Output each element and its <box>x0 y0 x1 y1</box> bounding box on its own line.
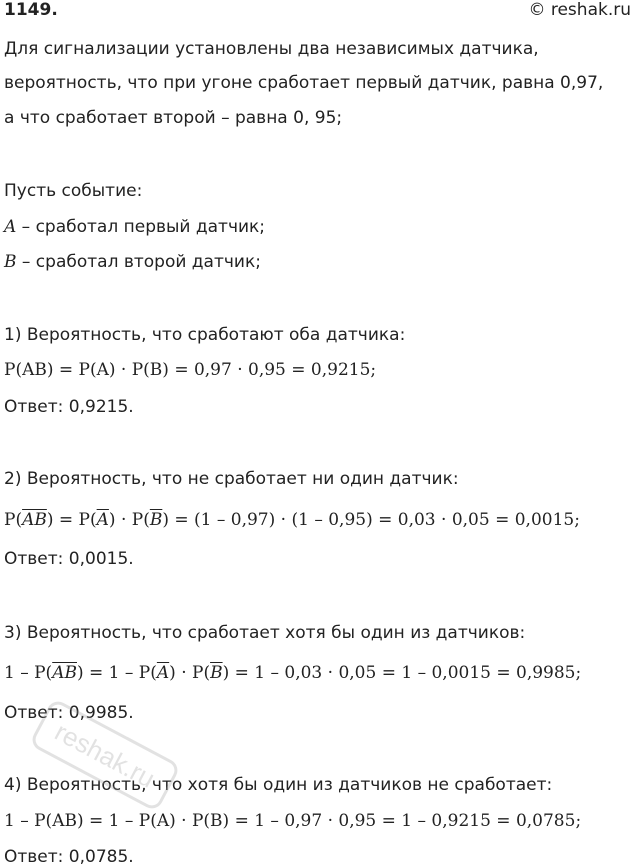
event-b-var: B <box>4 252 17 272</box>
part-1-formula: P(AB) = P(A) · P(B) = 0,97 · 0,95 = 0,9215; <box>4 360 377 380</box>
part-3-formula-over-ab: $\overline{AB}$ <box>52 663 77 683</box>
problem-line-3: а что сработает второй – равна 0, 95; <box>4 108 343 128</box>
part-3-formula-over-b: $\overline{B}$ <box>210 663 223 683</box>
part-2-answer: Ответ: 0,0015. <box>4 549 134 569</box>
part-3-formula-rest: ) = 1 – 0,03 · 0,05 = 1 – 0,0015 = 0,9985; <box>222 663 582 683</box>
part-2-formula-over-ab: $\overline{AB}$ <box>22 510 47 530</box>
part-2-formula-prefix: P( <box>4 510 23 530</box>
event-b-text: – сработал второй датчик; <box>16 252 261 272</box>
part-1-title: 1) Вероятность, что сработают оба датчика: <box>4 325 406 345</box>
event-a-text: – сработал первый датчик; <box>16 217 266 237</box>
part-3-formula-mid1: ) = 1 – P( <box>76 663 157 683</box>
part-2-title: 2) Вероятность, что не сработает ни один датчик: <box>4 469 459 489</box>
part-3-formula-over-a: $\overline{A}$ <box>156 663 170 683</box>
part-3-formula <box>4 662 581 684</box>
part-2-formula-rest: ) = (1 – 0,97) · (1 – 0,95) = 0,03 · 0,05 = 0,0015; <box>162 510 580 530</box>
part-3-formula-mid2: ) · P( <box>169 663 211 683</box>
event-a-var: A <box>4 217 17 237</box>
part-2-formula-over-b: $\overline{B}$ <box>149 510 163 530</box>
event-b <box>4 251 261 273</box>
part-2-formula-mid1: ) = P( <box>46 510 97 530</box>
problem-number: 1149. <box>4 0 58 20</box>
event-a <box>4 216 265 238</box>
watermark-text: reshak.ru <box>50 716 160 794</box>
events-intro: Пусть событие: <box>4 181 143 201</box>
part-3-title: 3) Вероятность, что сработает хотя бы один из датчиков: <box>4 623 526 643</box>
part-3-formula-prefix: 1 – P( <box>4 663 53 683</box>
part-2-formula-mid2: ) · P( <box>108 510 150 530</box>
part-3-answer: Ответ: 0,9985. <box>4 703 134 723</box>
problem-line-1: Для сигнализации установлены два независимых датчика, <box>4 39 539 59</box>
part-1-answer: Ответ: 0,9215. <box>4 397 134 417</box>
part-2-formula <box>4 509 580 531</box>
part-4-answer: Ответ: 0,0785. <box>4 847 134 867</box>
part-4-formula: 1 – P(AB) = 1 – P(A) · P(B) = 1 – 0,97 · 0,95 = 1 – 0,9215 = 0,0785; <box>4 811 582 831</box>
part-4-title: 4) Вероятность, что хотя бы один из датчиков не сработает: <box>4 775 553 795</box>
problem-line-2: вероятность, что при угоне сработает первый датчик, равна 0,97, <box>4 73 604 93</box>
part-2-formula-over-a: $\overline{A}$ <box>96 510 109 530</box>
copyright-label: © reshak.ru <box>528 0 631 20</box>
